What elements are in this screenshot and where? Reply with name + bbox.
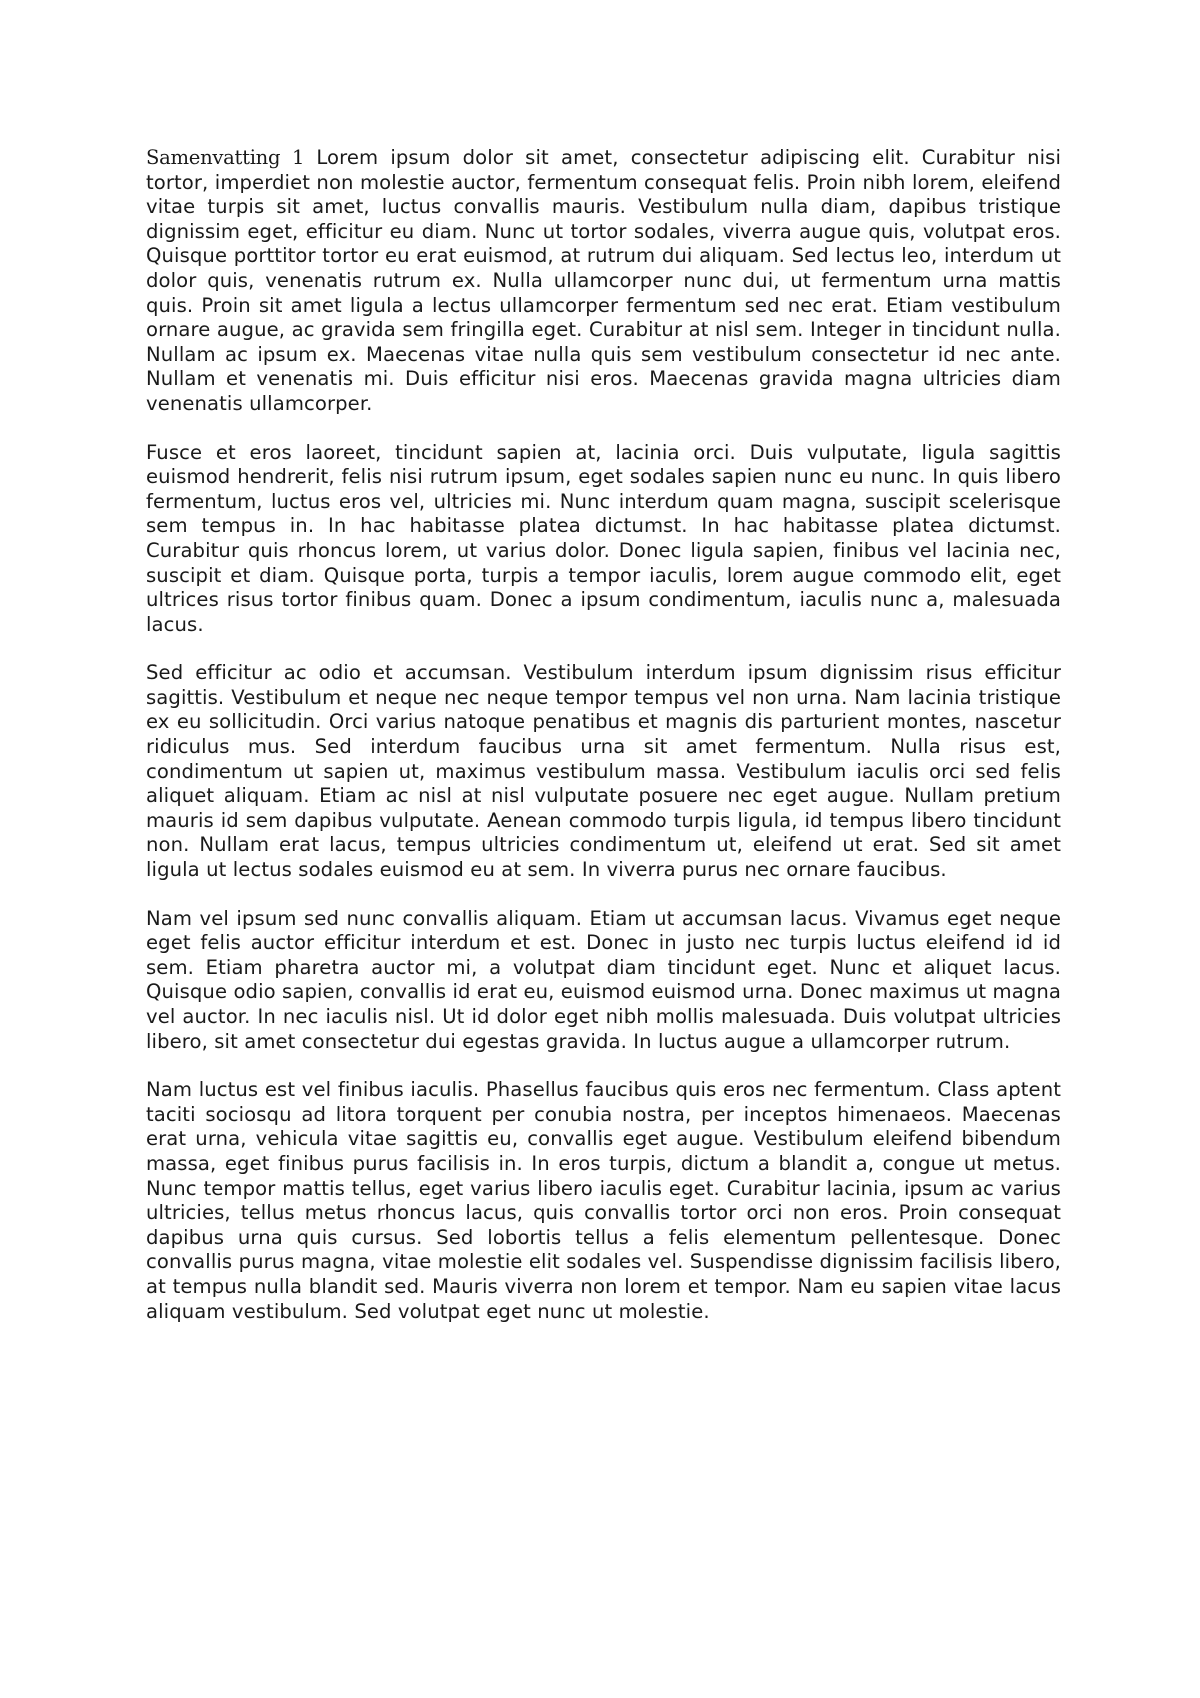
paragraph-4: Nam vel ipsum sed nunc convallis aliquam. Etiam ut accumsan lacus. Vivamus eget neque eget felis auctor efficitur interdum et est. Donec in justo nec turpis luctus eleifend id id sem. Etiam pharetra auctor mi, a volutpat diam tincidunt eget. Nunc et aliquet lacus. Quisque odio sapien, convallis id erat eu, euismod euismod urna. Donec maximus ut magna vel auctor. In nec iaculis nisl. Ut id dolor eget nibh mollis malesuada. Duis volutpat ultricies libero, sit amet consectetur dui egestas gravida. In luctus augue a ullamcorper rutrum. xyxy=(146,906,1061,1053)
section-heading: Samenvatting 1 xyxy=(146,146,305,169)
document-page xyxy=(146,146,1061,1348)
paragraph-1-text: Lorem ipsum dolor sit amet, consectetur adipiscing elit. Curabitur nisi tortor, imperdiet non molestie auctor, fermentum consequat felis. Proin nibh lorem, eleifend vitae turpis sit amet, luctus convallis mauris. Vestibulum nulla diam, dapibus tristique dignissim eget, efficitur eu diam. Nunc ut tortor sodales, viverra augue quis, volutpat eros. Quisque porttitor tortor eu erat euismod, at rutrum dui aliquam. Sed lectus leo, interdum ut dolor quis, venenatis rutrum ex. Nulla ullamcorper nunc dui, ut fermentum urna mattis quis. Proin sit amet ligula a lectus ullamcorper fermentum sed nec erat. Etiam vestibulum ornare augue, ac gravida sem fringilla eget. Curabitur at nisl sem. Integer in tincidunt nulla. Nullam ac ipsum ex. Maecenas vitae nulla quis sem vestibulum consectetur id nec ante. Nullam et venenatis mi. Duis efficitur nisi eros. Maecenas gravida magna ultricies diam venenatis ullamcorper. xyxy=(146,146,1061,415)
paragraph-1 xyxy=(146,146,1061,417)
paragraph-5: Nam luctus est vel finibus iaculis. Phasellus faucibus quis eros nec fermentum. Class aptent taciti sociosqu ad litora torquent per conubia nostra, per inceptos himenaeos. Maecenas erat urna, vehicula vitae sagittis eu, convallis eget augue. Vestibulum eleifend bibendum massa, eget finibus purus facilisis in. In eros turpis, dictum a blandit a, congue ut metus. Nunc tempor mattis tellus, eget varius libero iaculis eget. Curabitur lacinia, ipsum ac varius ultricies, tellus metus rhoncus lacus, quis convallis tortor orci non eros. Proin consequat dapibus urna quis cursus. Sed lobortis tellus a felis elementum pellentesque. Donec convallis purus magna, vitae molestie elit sodales vel. Suspendisse dignissim facilisis libero, at tempus nulla blandit sed. Mauris viverra non lorem et tempor. Nam eu sapien vitae lacus aliquam vestibulum. Sed volutpat eget nunc ut molestie. xyxy=(146,1078,1061,1323)
paragraph-2: Fusce et eros laoreet, tincidunt sapien at, lacinia orci. Duis vulputate, ligula sagittis euismod hendrerit, felis nisi rutrum ipsum, eget sodales sapien nunc eu nunc. In quis libero fermentum, luctus eros vel, ultricies mi. Nunc interdum quam magna, suscipit scelerisque sem tempus in. In hac habitasse platea dictumst. In hac habitasse platea dictumst. Curabitur quis rhoncus lorem, ut varius dolor. Donec ligula sapien, finibus vel lacinia nec, suscipit et diam. Quisque porta, turpis a tempor iaculis, lorem augue commodo elit, eget ultrices risus tortor finibus quam. Donec a ipsum condimentum, iaculis nunc a, malesuada lacus. xyxy=(146,440,1061,636)
paragraph-3: Sed efficitur ac odio et accumsan. Vestibulum interdum ipsum dignissim risus efficitur sagittis. Vestibulum et neque nec neque tempor tempus vel non urna. Nam lacinia tristique ex eu sollicitudin. Orci varius natoque penatibus et magnis dis parturient montes, nascetur ridiculus mus. Sed interdum faucibus urna sit amet fermentum. Nulla risus est, condimentum ut sapien ut, maximus vestibulum massa. Vestibulum iaculis orci sed felis aliquet aliquam. Etiam ac nisl at nisl vulputate posuere nec eget augue. Nullam pretium mauris id sem dapibus vulputate. Aenean commodo turpis ligula, id tempus libero tincidunt non. Nullam erat lacus, tempus ultricies condimentum ut, eleifend ut erat. Sed sit amet ligula ut lectus sodales euismod eu at sem. In viverra purus nec ornare faucibus. xyxy=(146,661,1061,882)
